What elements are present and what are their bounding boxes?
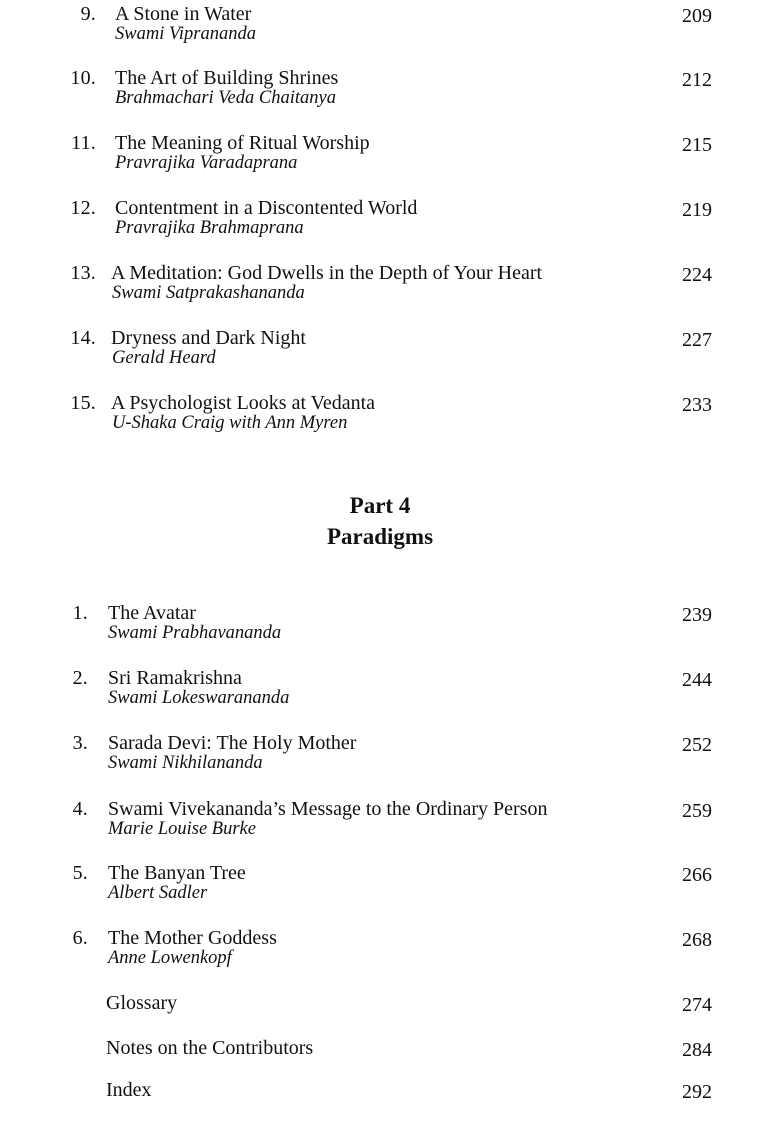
entry-page-number: 292 — [682, 1081, 712, 1103]
entry-page-number: 233 — [682, 394, 712, 416]
entry-page-number: 259 — [682, 800, 712, 822]
entry-page-number: 239 — [682, 604, 712, 626]
entry-page-number: 252 — [682, 734, 712, 756]
entry-author: Albert Sadler — [108, 883, 208, 903]
entry-author: Swami Lokeswarananda — [108, 688, 290, 708]
entry-number: 13. — [70, 262, 96, 284]
toc-entry — [0, 131, 780, 175]
entry-title: A Stone in Water — [115, 3, 252, 25]
entry-page-number: 268 — [682, 929, 712, 951]
entry-title: The Mother Goddess — [108, 927, 277, 949]
entry-author: Swami Satprakashananda — [112, 283, 305, 303]
entry-page-number: 227 — [682, 329, 712, 351]
entry-author: Pravrajika Brahmaprana — [115, 218, 304, 238]
entry-title: Sarada Devi: The Holy Mother — [108, 732, 357, 754]
entry-number: 9. — [80, 3, 96, 25]
entry-page-number: 284 — [682, 1039, 712, 1061]
entry-page-number: 212 — [682, 69, 712, 91]
toc-entry — [0, 926, 780, 970]
entry-author: Pravrajika Varadaprana — [115, 153, 298, 173]
entry-number: 4. — [72, 798, 88, 820]
toc-entry — [0, 797, 780, 841]
entry-number: 14. — [70, 327, 96, 349]
toc-entry — [0, 1078, 780, 1122]
entry-title: The Meaning of Ritual Worship — [115, 132, 370, 154]
entry-page-number: 215 — [682, 134, 712, 156]
entry-page-number: 224 — [682, 264, 712, 286]
toc-entry — [0, 2, 780, 46]
toc-entry — [0, 731, 780, 775]
part-heading: Part 4 — [349, 493, 411, 518]
toc-entry — [0, 326, 780, 370]
entry-title: The Avatar — [108, 602, 196, 624]
entry-number: 15. — [70, 392, 96, 414]
entry-number: 6. — [72, 927, 88, 949]
entry-number: 12. — [70, 197, 96, 219]
toc-entry — [0, 196, 780, 240]
entry-page-number: 244 — [682, 669, 712, 691]
entry-page-number: 266 — [682, 864, 712, 886]
entry-title: Glossary — [106, 992, 178, 1014]
toc-entry — [0, 991, 780, 1035]
entry-title: Contentment in a Discontented World — [115, 197, 418, 219]
entry-title: The Banyan Tree — [108, 862, 246, 884]
entry-page-number: 219 — [682, 199, 712, 221]
entry-author: Brahmachari Veda Chaitanya — [115, 88, 336, 108]
toc-entry — [0, 666, 780, 710]
entry-author: Marie Louise Burke — [108, 819, 256, 839]
toc-entry — [0, 601, 780, 645]
entry-author: Swami Prabhavananda — [108, 623, 282, 643]
entry-title: Swami Vivekananda’s Message to the Ordinary Person — [108, 798, 548, 820]
toc-entry — [0, 1036, 780, 1080]
entry-author: U-Shaka Craig with Ann Myren — [112, 413, 348, 433]
toc-entry — [0, 861, 780, 905]
entry-number: 3. — [72, 732, 88, 754]
entry-title: A Meditation: God Dwells in the Depth of Your Heart — [111, 262, 543, 284]
entry-author: Swami Viprananda — [115, 24, 256, 44]
entry-title: Dryness and Dark Night — [111, 327, 306, 349]
toc-entry — [0, 66, 780, 110]
entry-author: Gerald Heard — [112, 348, 216, 368]
entry-page-number: 274 — [682, 994, 712, 1016]
entry-author: Swami Nikhilananda — [108, 753, 263, 773]
entry-number: 11. — [71, 132, 96, 154]
entry-title: A Psychologist Looks at Vedanta — [111, 392, 376, 414]
entry-number: 1. — [72, 602, 88, 624]
entry-title: The Art of Building Shrines — [115, 67, 339, 89]
toc-entry — [0, 391, 780, 435]
entry-title: Index — [106, 1079, 152, 1101]
entry-title: Notes on the Contributors — [106, 1037, 314, 1059]
entry-author: Anne Lowenkopf — [108, 948, 232, 968]
part-subheading: Paradigms — [326, 524, 434, 549]
entry-title: Sri Ramakrishna — [108, 667, 242, 689]
entry-number: 10. — [70, 67, 96, 89]
entry-number: 2. — [72, 667, 88, 689]
toc-entry — [0, 261, 780, 305]
entry-page-number: 209 — [682, 5, 712, 27]
entry-number: 5. — [72, 862, 88, 884]
